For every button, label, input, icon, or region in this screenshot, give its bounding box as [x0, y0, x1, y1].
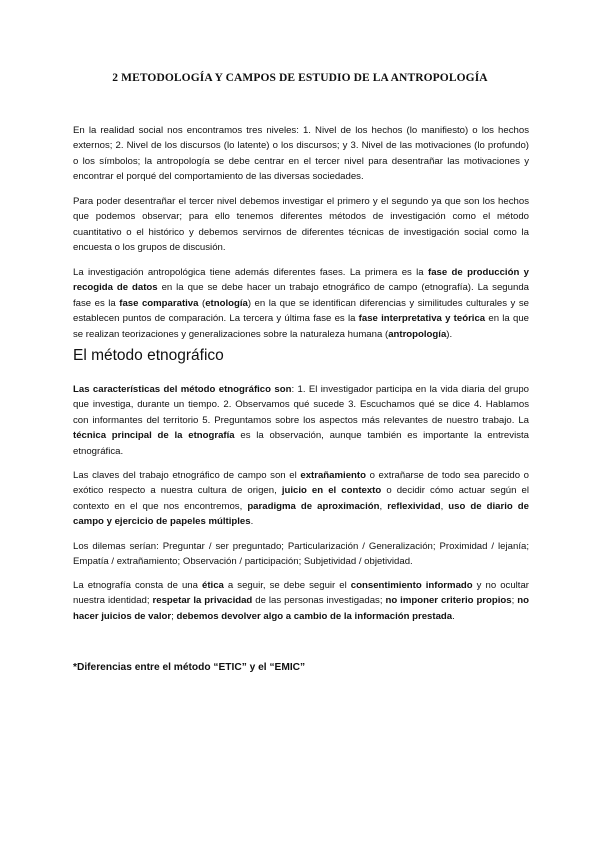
section-heading: El método etnográfico — [73, 347, 224, 364]
paragraph-keys: Las claves del trabajo etnográfico de campo son el extrañamiento o extrañarse de todo sea parecido o exótico respecto a nuestra cultura de origen, juicio en el contexto o decidir cómo actuar según el contexto en el que nos encontremos, paradigma de aproximación, reflexividad, uso de diario de campo y ejercicio de papeles múltiples. — [73, 470, 529, 528]
paragraph-methods: Para poder desentrañar el tercer nivel debemos investigar el primero y el segundo ya que son los hechos que podemos observar; para ello tenemos diferentes métodos de investigación como el método cuantitativo o el histórico y debemos servirnos de diferentes técnicas de investigación social como la encuesta o los grupos de discusión. — [73, 196, 529, 254]
subheading-etic-emic: *Diferencias entre el método “ETIC” y el “EMIC” — [73, 662, 306, 673]
paragraph-characteristics: Las características del método etnográfico son: 1. El investigador participa en la vida diaria del grupo que investiga, durante un tiempo. 2. Observamos qué sucede 3. Escuchamos qué se dice 4. Hablamos con informantes del territorio 5. Preguntamos sobre los aspectos más relevantes de nuestro trabajo. La técnica principal de la etnografía es la observación, aunque también es importante la entrevista etnográfica. — [73, 384, 529, 457]
paragraph-phases: La investigación antropológica tiene además diferentes fases. La primera es la fase de producción y recogida de datos en la que se debe hacer un trabajo etnográfico de campo (etnografía). La segunda fase es la fase comparativa (etnología) en la que se identifican diferencias y similitudes culturales y se establecen puntos de comparación. La tercera y última fase es la fase interpretativa y teórica en la que se realizan teorizaciones y generalizaciones sobre la naturaleza humana (antropología). — [73, 267, 529, 340]
paragraph-ethics: La etnografía consta de una ética a seguir, se debe seguir el consentimiento informado y no ocultar nuestra identidad; respetar la privacidad de las personas investigadas; no imponer criterio propios; no hacer juicios de valor; debemos devolver algo a cambio de la información prestada. — [73, 580, 530, 622]
paragraph-dilemmas: Los dilemas serían: Preguntar / ser preguntado; Particularización / Generalización; Proximidad / lejanía; Empatía / extrañamiento; Observación / participación; Subjetividad / objetividad. — [73, 541, 529, 568]
paragraph-levels: En la realidad social nos encontramos tres niveles: 1. Nivel de los hechos (lo manifiesto) o los hechos externos; 2. Nivel de los discursos (lo latente) o los discursos; y 3. Nivel de las motivaciones (lo profundo) o los símbolos; la antropología se debe centrar en el tercer nivel para desentrañar las motivaciones y encontrar el porqué del comportamiento de las diversas sociedades. — [73, 125, 529, 183]
page-title: 2 METODOLOGÍA Y CAMPOS DE ESTUDIO DE LA ANTROPOLOGÍA — [112, 72, 488, 84]
